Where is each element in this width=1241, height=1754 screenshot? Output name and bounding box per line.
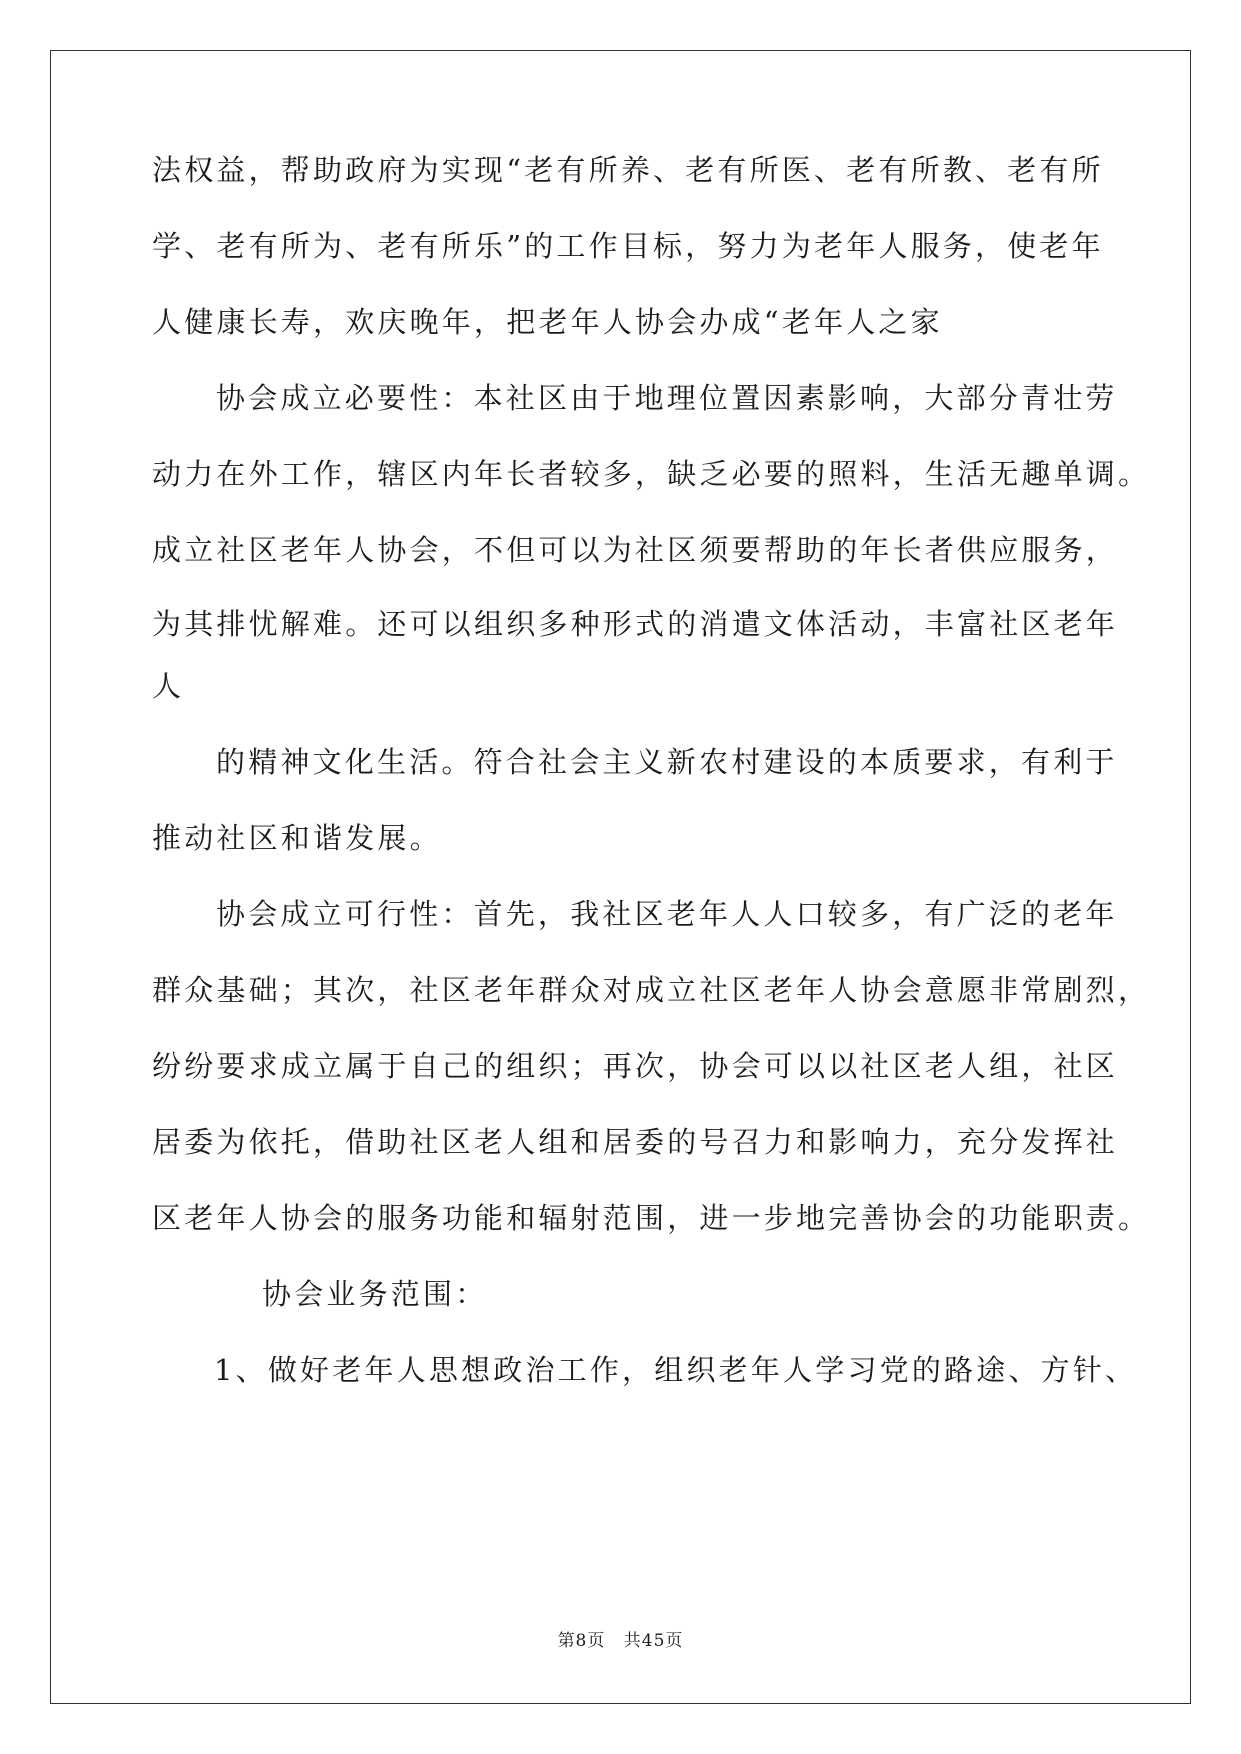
page-footer bbox=[0, 1630, 1241, 1652]
body-line: 学、老有所为、老有所乐”的工作目标，努力为老年人服务，使老年 bbox=[152, 229, 1104, 263]
body-line: 为其排忧解难。还可以组织多种形式的消遣文体活动，丰富社区老年 bbox=[152, 607, 1119, 641]
body-line: 群众基础；其次，社区老年群众对成立社区老年人协会意愿非常剧烈， bbox=[152, 973, 1151, 1007]
body-line: 区老年人协会的服务功能和辐射范围，进一步地完善协会的功能职责。 bbox=[152, 1201, 1151, 1235]
body-line: 的精神文化生活。符合社会主义新农村建设的本质要求，有利于 bbox=[216, 745, 1118, 779]
body-line: 推动社区和谐发展。 bbox=[152, 821, 442, 855]
page-total: 共45页 bbox=[623, 1631, 684, 1651]
body-line: 居委为依托，借助社区老人组和居委的号召力和影响力，充分发挥社 bbox=[152, 1125, 1119, 1159]
section-heading: 协会业务范围： bbox=[262, 1277, 488, 1311]
list-item: 1、做好老年人思想政治工作，组织老年人学习党的路途、方针、 bbox=[214, 1353, 1138, 1387]
page-number: 第8页 bbox=[557, 1631, 606, 1651]
page-border bbox=[50, 50, 1191, 1704]
body-line: 协会成立必要性：本社区由于地理位置因素影响，大部分青壮劳 bbox=[216, 381, 1118, 415]
body-line: 法权益，帮助政府为实现“老有所养、老有所医、老有所教、老有所 bbox=[152, 153, 1104, 187]
body-line: 动力在外工作，辖区内年长者较多，缺乏必要的照料，生活无趣单调。 bbox=[152, 457, 1151, 491]
body-line: 人 bbox=[152, 669, 185, 703]
body-line: 人健康长寿，欢庆晚年，把老年人协会办成“老年人之家 bbox=[152, 305, 943, 339]
body-line: 协会成立可行性：首先，我社区老年人人口较多，有广泛的老年 bbox=[216, 897, 1118, 931]
body-line: 成立社区老年人协会，不但可以为社区须要帮助的年长者供应服务， bbox=[152, 533, 1119, 567]
body-line: 纷纷要求成立属于自己的组织；再次，协会可以以社区老人组，社区 bbox=[152, 1049, 1119, 1083]
